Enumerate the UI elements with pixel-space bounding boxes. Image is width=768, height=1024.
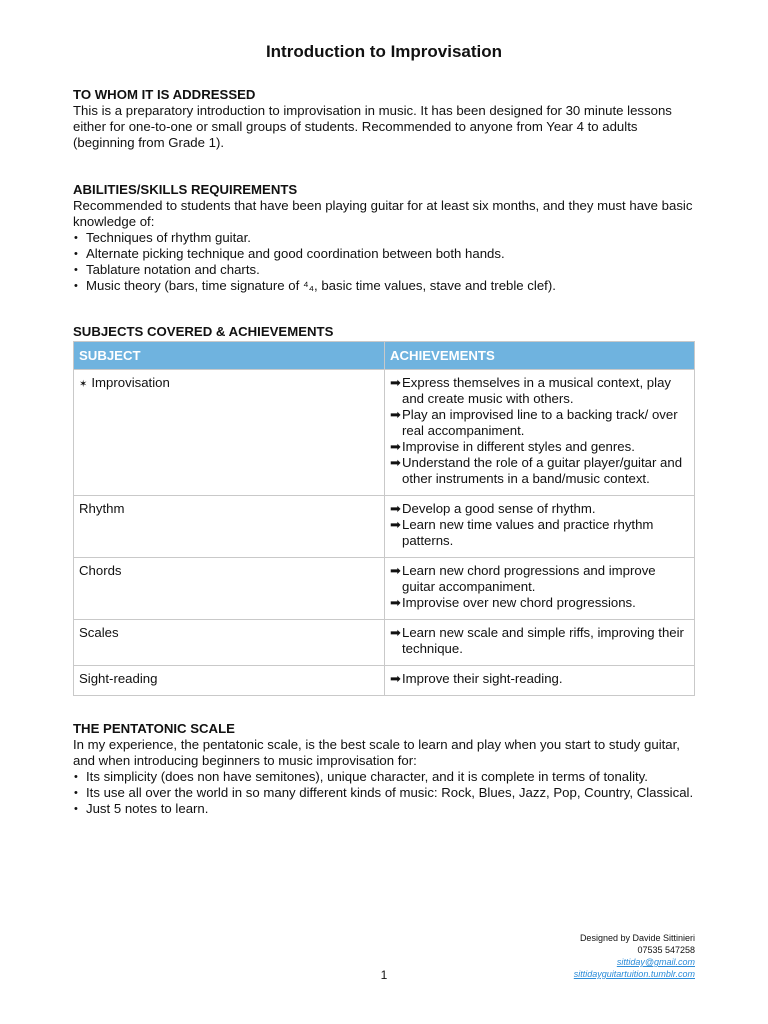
table-row bbox=[74, 370, 695, 496]
arrow-icon: ➡ bbox=[390, 375, 402, 390]
subject-label: Improvisation bbox=[91, 375, 170, 390]
achievements-cell bbox=[385, 558, 695, 620]
abilities-heading: ABILITIES/SKILLS REQUIREMENTS bbox=[73, 182, 298, 197]
list-item: • Its use all over the world in so many different kinds of music: Rock, Blues, Jazz, Pop, Country, Classical. bbox=[73, 785, 698, 801]
achievements-cell bbox=[385, 666, 695, 696]
subject-label: Chords bbox=[79, 563, 122, 578]
achievement-item bbox=[390, 671, 689, 687]
abilities-text: Recommended to students that have been playing guitar for at least six months, and they must have basic knowledge of: bbox=[73, 198, 693, 229]
list-item: • Techniques of rhythm guitar. bbox=[73, 230, 698, 246]
subject-cell bbox=[74, 370, 385, 496]
arrow-icon: ➡ bbox=[390, 407, 402, 422]
achievement-item bbox=[390, 595, 689, 611]
achievement-text: Understand the role of a guitar player/guitar and other instruments in a band/music context. bbox=[402, 455, 683, 486]
subject-label: Scales bbox=[79, 625, 119, 640]
abilities-section bbox=[73, 182, 698, 294]
achievement-text: Improvise over new chord progressions. bbox=[402, 595, 636, 610]
achievement-item bbox=[390, 563, 689, 595]
achievement-item bbox=[390, 407, 689, 439]
subjects-section bbox=[73, 324, 698, 340]
addressed-heading: TO WHOM IT IS ADDRESSED bbox=[73, 87, 256, 102]
pentatonic-text: In my experience, the pentatonic scale, is the best scale to learn and play when you start to study guitar, and when introducing beginners to music improvisation for: bbox=[73, 737, 680, 768]
achievement-text: Learn new chord progressions and improve guitar accompaniment. bbox=[402, 563, 656, 594]
subject-column-header: SUBJECT bbox=[74, 342, 385, 370]
table-row bbox=[74, 666, 695, 696]
pentatonic-section bbox=[73, 721, 698, 817]
subjects-heading: SUBJECTS COVERED & ACHIEVEMENTS bbox=[73, 324, 334, 339]
arrow-icon: ➡ bbox=[390, 517, 402, 532]
achievement-text: Develop a good sense of rhythm. bbox=[402, 501, 596, 516]
achievement-item bbox=[390, 501, 689, 517]
list-item: • Just 5 notes to learn. bbox=[73, 801, 698, 817]
arrow-icon: ➡ bbox=[390, 501, 402, 516]
achievement-text: Learn new scale and simple riffs, improving their technique. bbox=[402, 625, 684, 656]
table-header-row bbox=[74, 342, 695, 370]
phone-number: 07535 547258 bbox=[637, 945, 695, 955]
arrow-icon: ➡ bbox=[390, 563, 402, 578]
arrow-icon: ➡ bbox=[390, 439, 402, 454]
achievement-item bbox=[390, 439, 689, 455]
achievement-text: Express themselves in a musical context, play and create music with others. bbox=[402, 375, 671, 406]
arrow-icon: ➡ bbox=[390, 455, 402, 470]
addressed-text: This is a preparatory introduction to improvisation in music. It has been designed for 30 minute lessons either for one-to-one or small groups of students. Recommended to anyone from Year 4 to adults (beginning from Grade 1). bbox=[73, 103, 672, 150]
achievements-cell bbox=[385, 496, 695, 558]
subject-label: Rhythm bbox=[79, 501, 125, 516]
page-title: Introduction to Improvisation bbox=[265, 42, 503, 61]
addressed-section bbox=[73, 87, 698, 151]
star-icon: ✶ bbox=[79, 379, 88, 390]
pentatonic-heading: THE PENTATONIC SCALE bbox=[73, 721, 235, 736]
achievement-text: Improve their sight-reading. bbox=[402, 671, 563, 686]
list-item: • Alternate picking technique and good coordination between both hands. bbox=[73, 246, 698, 262]
arrow-icon: ➡ bbox=[390, 625, 402, 640]
table-row bbox=[74, 558, 695, 620]
achievement-item bbox=[390, 517, 689, 549]
list-item: • Tablature notation and charts. bbox=[73, 262, 698, 278]
table-row bbox=[74, 620, 695, 666]
achievement-item bbox=[390, 625, 689, 657]
website-link[interactable]: sittidayguitartuition.tumblr.com bbox=[573, 969, 695, 979]
table-row bbox=[74, 496, 695, 558]
page-number: 1 bbox=[380, 968, 388, 982]
achievement-text: Improvise in different styles and genres. bbox=[402, 439, 635, 454]
achievement-item bbox=[390, 375, 689, 407]
subject-cell bbox=[74, 620, 385, 666]
subject-cell bbox=[74, 558, 385, 620]
subject-cell bbox=[74, 666, 385, 696]
subject-cell bbox=[74, 496, 385, 558]
arrow-icon: ➡ bbox=[390, 595, 402, 610]
achievements-cell bbox=[385, 370, 695, 496]
achievements-column-header: ACHIEVEMENTS bbox=[385, 342, 695, 370]
subjects-table bbox=[73, 341, 695, 696]
list-item: • Music theory (bars, time signature of ⁴₄, basic time values, stave and treble clef). bbox=[73, 278, 698, 294]
pentatonic-list bbox=[73, 769, 698, 817]
achievement-item bbox=[390, 455, 689, 487]
achievement-text: Learn new time values and practice rhythm patterns. bbox=[402, 517, 654, 548]
achievement-text: Play an improvised line to a backing track/ over real accompaniment. bbox=[402, 407, 678, 438]
email-link[interactable]: sittiday@gmail.com bbox=[616, 957, 695, 967]
subject-label: Sight-reading bbox=[79, 671, 158, 686]
abilities-list bbox=[73, 230, 698, 294]
arrow-icon: ➡ bbox=[390, 671, 402, 686]
list-item: • Its simplicity (does non have semitones), unique character, and it is complete in terms of tonality. bbox=[73, 769, 698, 785]
achievements-cell bbox=[385, 620, 695, 666]
designer-credit: Designed by Davide Sittinieri bbox=[579, 933, 695, 943]
